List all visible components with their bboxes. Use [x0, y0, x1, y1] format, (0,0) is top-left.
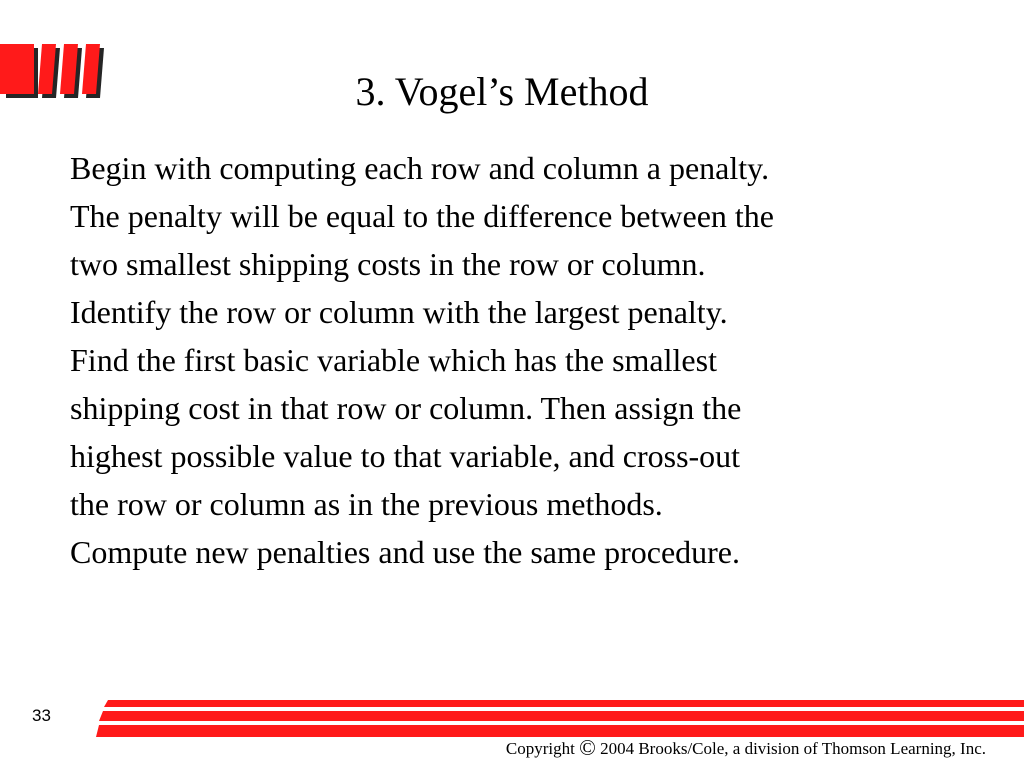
slide-body — [70, 144, 970, 576]
body-line: Find the first basic variable which has the smallest — [70, 342, 717, 378]
slide-title: 3. Vogel’s Method — [355, 69, 649, 114]
body-line: shipping cost in that row or column. Then assign the — [70, 390, 742, 426]
slide-number: 33 — [32, 706, 51, 725]
body-line: Identify the row or column with the largest penalty. — [70, 294, 728, 330]
body-line: The penalty will be equal to the difference between the — [70, 198, 774, 234]
red-stripes-decoration-icon — [96, 700, 1024, 738]
body-line: highest possible value to that variable, and cross-out — [70, 438, 741, 474]
copyright-notice — [506, 736, 986, 761]
copyright-symbol: © — [579, 735, 596, 760]
copyright-prefix: Copyright — [505, 739, 575, 758]
body-line: the row or column as in the previous methods. — [70, 486, 663, 522]
copyright-text: 2004 Brooks/Cole, a division of Thomson Learning, Inc. — [600, 739, 986, 758]
body-line: two smallest shipping costs in the row or column. — [70, 246, 706, 282]
body-line: Compute new penalties and use the same procedure. — [70, 534, 740, 570]
body-line: Begin with computing each row and column a penalty. — [70, 150, 770, 186]
